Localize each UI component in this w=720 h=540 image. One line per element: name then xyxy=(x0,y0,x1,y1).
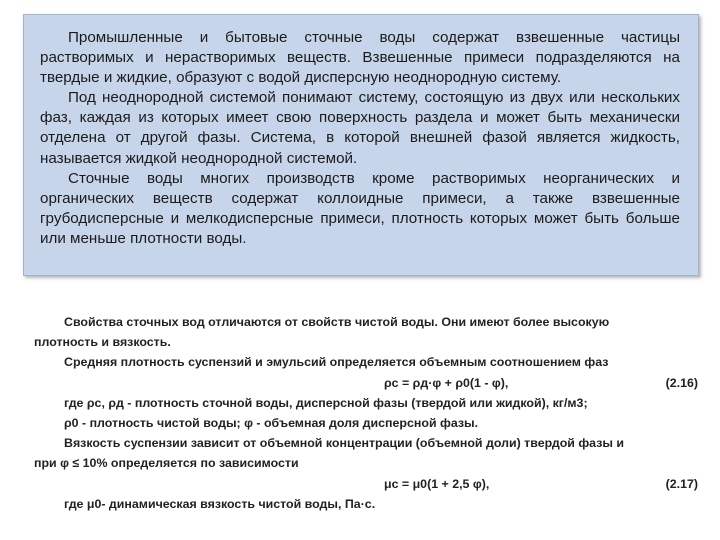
formula-expression: μс = μ0(1 + 2,5 φ), xyxy=(384,476,490,491)
formula-2-17 xyxy=(34,474,698,494)
formula-number: (2.17) xyxy=(665,476,698,491)
body-text xyxy=(34,312,698,514)
body-line: Вязкость суспензии зависит от объемной концентрации (объемной доли) твердой фазы и xyxy=(64,436,625,451)
box-paragraph-2: Под неоднородной системой понимают систему, состоящую из двух или нескольких фаз, каждая из которых имеет свою поверхность раздела и может быть механически отделена от другой фазы. Система, в которой внешней фазой является жидкость, называется жидкой неоднородной системой. xyxy=(40,89,680,167)
box-paragraph-3: Сточные воды многих производств кроме растворимых неорганических и органических веществ содержат коллоидные примеси, а также взвешенные грубодисперсные и мелкодисперсные примеси, плотность которых может быть больше или меньше плотности воды. xyxy=(40,169,680,247)
highlighted-text xyxy=(40,28,680,249)
body-line: при φ ≤ 10% определяется по зависимости xyxy=(34,456,299,471)
body-line: где μ0- динамическая вязкость чистой воды, Па·с. xyxy=(64,496,376,511)
body-line: Свойства сточных вод отличаются от свойств чистой воды. Они имеют более высокую xyxy=(64,315,610,329)
formula-number: (2.16) xyxy=(665,375,698,390)
body-line: ρ0 - плотность чистой воды; φ - объемная доля дисперсной фазы. xyxy=(64,416,479,430)
formula-expression: ρс = ρд·φ + ρ0(1 - φ), xyxy=(384,375,509,390)
body-line: где ρс, ρд - плотность сточной воды, дисперсной фазы (твердой или жидкой), кг/м3; xyxy=(64,395,588,410)
body-line: Средняя плотность суспензий и эмульсий определяется объемным соотношением фаз xyxy=(64,355,609,370)
body-line: плотность и вязкость. xyxy=(34,335,171,350)
formula-2-16 xyxy=(34,373,698,393)
box-paragraph-1: Промышленные и бытовые сточные воды содержат взвешенные частицы растворимых и нерастворимых веществ. Взвешенные примеси подразделяются на твердые и жидкие, образуют с водой дисперсную неоднородную систему. xyxy=(40,29,680,87)
